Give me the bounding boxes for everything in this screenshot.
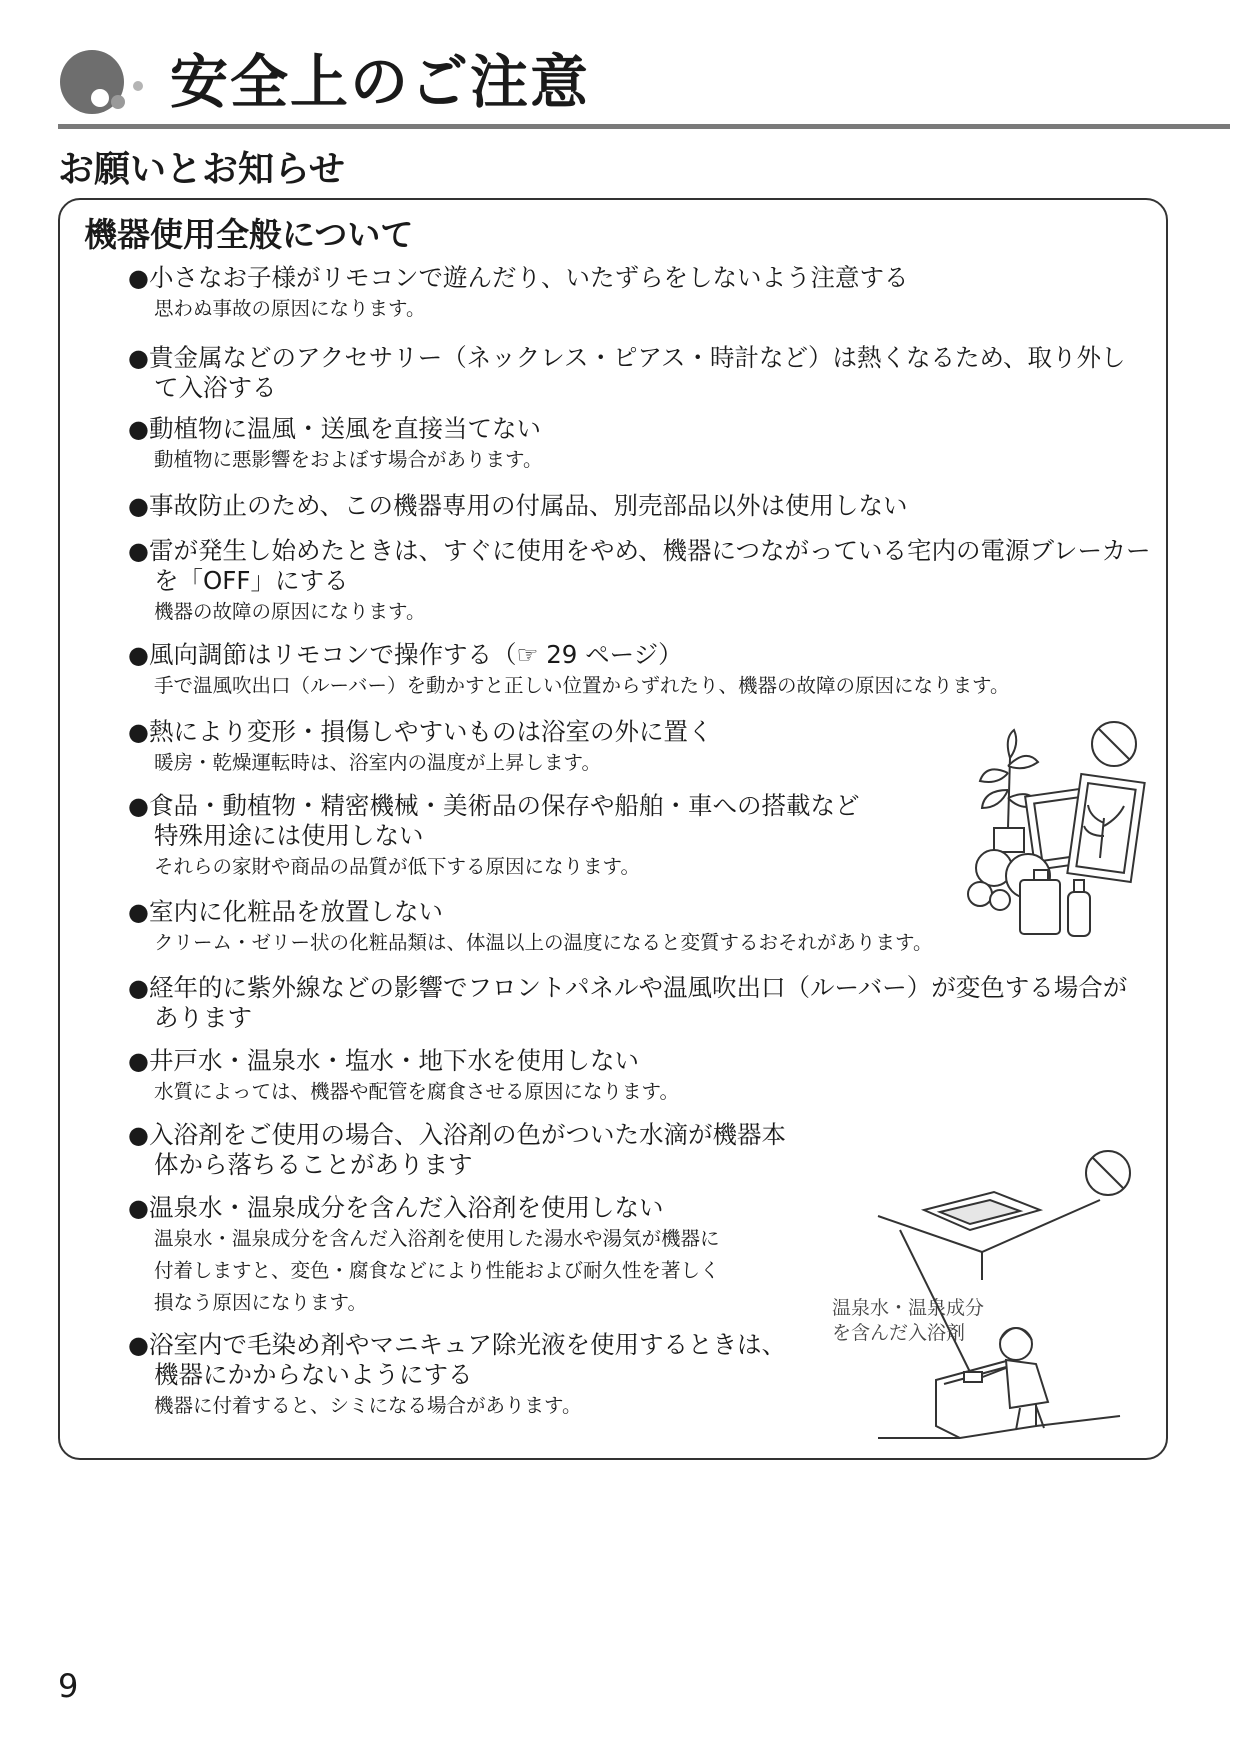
list-item	[128, 491, 907, 521]
item-heading: ●経年的に紫外線などの影響でフロントパネルや温風吹出口（ルーバー）が変色する場合が	[128, 973, 1128, 1002]
box-title: 機器使用全般について	[84, 215, 414, 254]
list-item	[128, 1330, 786, 1422]
item-heading: ●雷が発生し始めたときは、すぐに使用をやめ、機器につながっている宅内の電源ブレーカー	[128, 536, 1151, 565]
item-heading-cont: あります	[154, 1003, 252, 1032]
prohibition-icon	[1086, 1151, 1130, 1195]
item-heading-cont: を「OFF」にする	[154, 566, 349, 595]
list-item	[128, 973, 1127, 1033]
section-dots-icon	[58, 44, 154, 120]
item-note: 暖房・乾燥運転時は、浴室内の温度が上昇します。	[154, 751, 601, 774]
prohibition-icon	[1092, 722, 1136, 766]
item-note: それらの家財や商品の品質が低下する原因になります。	[154, 855, 640, 878]
list-item	[128, 1046, 679, 1108]
item-heading: ●井戸水・温泉水・塩水・地下水を使用しない	[128, 1046, 639, 1075]
list-item	[128, 263, 908, 325]
bullet: ●	[128, 1047, 149, 1075]
list-item	[128, 1193, 720, 1319]
bullet: ●	[128, 415, 149, 443]
item-heading: ●小さなお子様がリモコンで遊んだり、いたずらをしないよう注意する	[128, 263, 909, 292]
item-heading: ●食品・動植物・精密機械・美術品の保存や船舶・車への搭載など	[128, 791, 860, 820]
item-note: 水質によっては、機器や配管を腐食させる原因になります。	[154, 1080, 679, 1103]
bullet: ●	[128, 1194, 149, 1222]
item-heading: ●温泉水・温泉成分を含んだ入浴剤を使用しない	[128, 1193, 664, 1222]
list-item	[128, 1120, 786, 1180]
item-heading-cont: 特殊用途には使用しない	[154, 821, 424, 850]
item-note: 温泉水・温泉成分を含んだ入浴剤を使用した湯水や湯気が機器に	[154, 1227, 720, 1250]
bullet: ●	[128, 492, 149, 520]
item-note: 思わぬ事故の原因になります。	[154, 297, 426, 320]
bullet: ●	[128, 537, 149, 565]
bullet: ●	[128, 641, 149, 669]
heat-sensitive-items-illustration	[950, 718, 1150, 940]
bullet: ●	[128, 1121, 149, 1149]
page-header	[58, 40, 1228, 130]
list-item	[128, 536, 1151, 628]
item-note: クリーム・ゼリー状の化粧品類は、体温以上の温度になると変質するおそれがあります。	[154, 931, 933, 954]
list-item	[128, 343, 1126, 403]
header-rule	[58, 124, 1230, 129]
item-note: 動植物に悪影響をおよぼす場合があります。	[154, 448, 543, 471]
item-note: 損なう原因になります。	[154, 1291, 367, 1314]
item-note: 手で温風吹出口（ルーバー）を動かすと正しい位置からずれたり、機器の故障の原因になります。	[154, 674, 1010, 697]
page-number: 9	[58, 1667, 79, 1705]
bullet: ●	[128, 344, 149, 372]
bullet: ●	[128, 792, 149, 820]
item-heading: ●貴金属などのアクセサリー（ネックレス・ピアス・時計など）は熱くなるため、取り外し	[128, 343, 1126, 372]
item-heading-cont: て入浴する	[154, 373, 277, 402]
item-note: 機器の故障の原因になります。	[154, 600, 426, 623]
item-heading-cont: 体から落ちることがあります	[154, 1150, 473, 1179]
list-item	[128, 791, 859, 883]
section-title: お願いとお知らせ	[58, 149, 345, 190]
bullet: ●	[128, 1331, 149, 1359]
list-item	[128, 717, 712, 779]
item-heading: ●入浴剤をご使用の場合、入浴剤の色がついた水滴が機器本	[128, 1120, 786, 1149]
list-item	[128, 897, 932, 959]
bullet: ●	[128, 264, 149, 292]
item-heading: ●風向調節はリモコンで操作する（☞ 29 ページ）	[128, 640, 683, 669]
item-note: 機器に付着すると、シミになる場合があります。	[154, 1394, 582, 1417]
bullet: ●	[128, 718, 149, 746]
item-heading: ●動植物に温風・送風を直接当てない	[128, 414, 541, 443]
item-note: 付着しますと、変色・腐食などにより性能および耐久性を著しく	[154, 1259, 720, 1282]
item-heading: ●熱により変形・損傷しやすいものは浴室の外に置く	[128, 717, 713, 746]
item-heading: ●事故防止のため、この機器専用の付属品、別売部品以外は使用しない	[128, 491, 908, 520]
page-title: 安全上のご注意	[170, 48, 591, 116]
bullet: ●	[128, 974, 149, 1002]
bullet: ●	[128, 898, 149, 926]
bath-additive-illustration	[860, 1140, 1140, 1440]
item-heading-cont: 機器にかからないようにする	[154, 1360, 473, 1389]
bath-additive-label: 温泉水・温泉成分 を含んだ入浴剤	[832, 1297, 985, 1344]
list-item	[128, 640, 1009, 702]
list-item	[128, 414, 542, 476]
item-heading: ●室内に化粧品を放置しない	[128, 897, 443, 926]
item-heading: ●浴室内で毛染め剤やマニキュア除光液を使用するときは、	[128, 1330, 786, 1359]
